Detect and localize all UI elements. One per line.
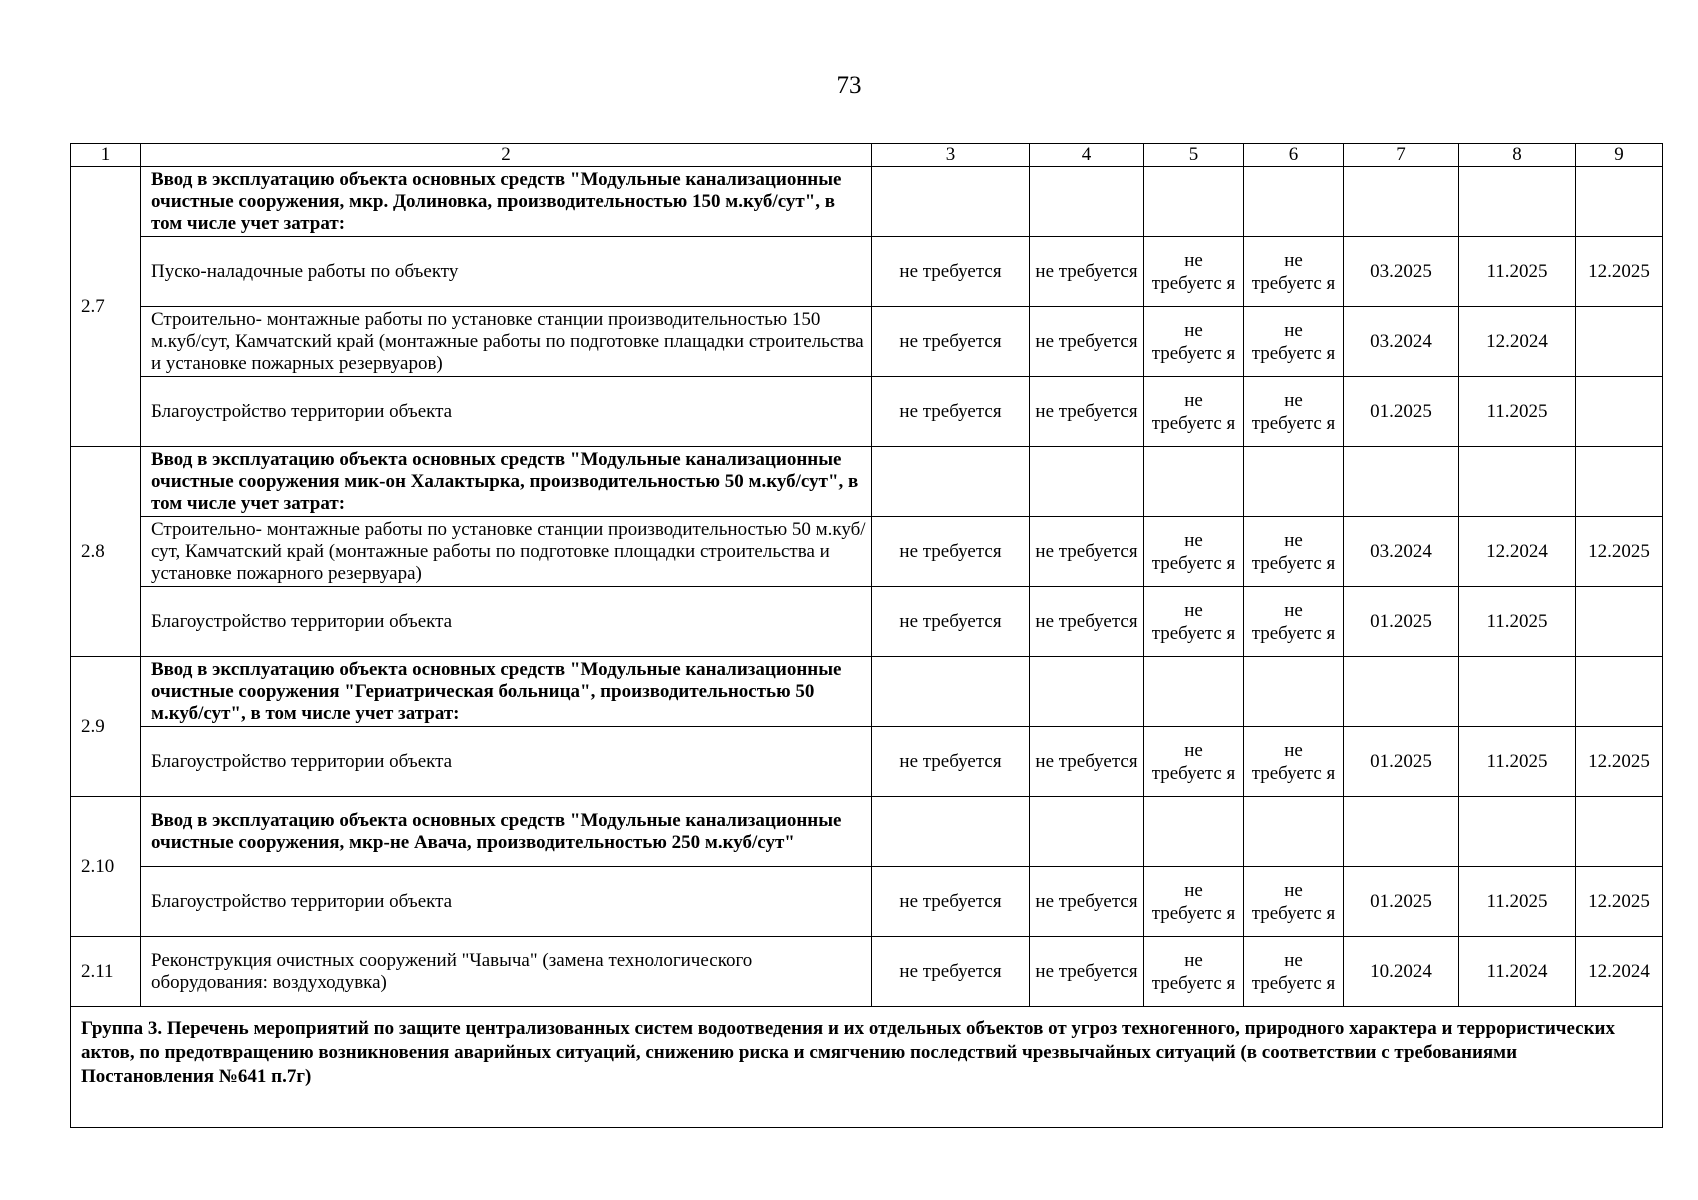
col6-value: не требуетс я bbox=[1244, 937, 1344, 1007]
section-number: 2.11 bbox=[71, 937, 141, 1007]
col8-value: 12.2024 bbox=[1459, 517, 1576, 587]
col4-value: не требуется bbox=[1030, 307, 1144, 377]
col8-value: 11.2025 bbox=[1459, 587, 1576, 657]
col3-value: не требуется bbox=[872, 937, 1030, 1007]
item-name: Благоустройство территории объекта bbox=[141, 867, 872, 937]
col4-value: не требуется bbox=[1030, 727, 1144, 797]
table-row bbox=[71, 517, 1663, 587]
col3-value: не требуется bbox=[872, 517, 1030, 587]
col9-value: 12.2024 bbox=[1576, 937, 1663, 1007]
col9-value: 12.2025 bbox=[1576, 867, 1663, 937]
empty-cell bbox=[1144, 797, 1244, 867]
column-number-row bbox=[71, 144, 1663, 167]
empty-cell bbox=[1576, 167, 1663, 237]
col9-value: 12.2025 bbox=[1576, 727, 1663, 797]
col8-value: 11.2024 bbox=[1459, 937, 1576, 1007]
col8-value: 12.2024 bbox=[1459, 307, 1576, 377]
col7-value: 01.2025 bbox=[1344, 587, 1459, 657]
empty-cell bbox=[1344, 447, 1459, 517]
col8-value: 11.2025 bbox=[1459, 237, 1576, 307]
item-name: Благоустройство территории объекта bbox=[141, 587, 872, 657]
table-row bbox=[71, 237, 1663, 307]
empty-cell bbox=[1244, 797, 1344, 867]
page-number: 73 bbox=[836, 72, 862, 99]
col4-value: не требуется bbox=[1030, 237, 1144, 307]
table-row bbox=[71, 867, 1663, 937]
empty-cell bbox=[1030, 657, 1144, 727]
empty-cell bbox=[1144, 657, 1244, 727]
col4-value: не требуется bbox=[1030, 867, 1144, 937]
item-name: Реконструкция очистных сооружений "Чавыча" (замена технологического оборудования: воздуходувка) bbox=[141, 937, 872, 1007]
col7-value: 01.2025 bbox=[1344, 377, 1459, 447]
col5-value: не требуетс я bbox=[1144, 377, 1244, 447]
empty-cell bbox=[1244, 447, 1344, 517]
empty-cell bbox=[872, 657, 1030, 727]
item-name: Строительно- монтажные работы по установке станции производительностью 50 м.куб/сут, Камчатский край (монтажные работы по подготовке площадки строительства и установке пожарного резервуара) bbox=[141, 517, 872, 587]
empty-cell bbox=[1144, 167, 1244, 237]
col6-value: не требуетс я bbox=[1244, 727, 1344, 797]
item-name: Строительно- монтажные работы по установке станции производительностью 150 м.куб/сут, Камчатский край (монтажные работы по подготовке плащадки строительства и установке пожарных резервуаров) bbox=[141, 307, 872, 377]
col6-value: не требуетс я bbox=[1244, 587, 1344, 657]
empty-cell bbox=[1576, 447, 1663, 517]
col3-value: не требуется bbox=[872, 587, 1030, 657]
col9-value: 12.2025 bbox=[1576, 237, 1663, 307]
column-number: 1 bbox=[71, 144, 141, 167]
empty-cell bbox=[1144, 447, 1244, 517]
col4-value: не требуется bbox=[1030, 587, 1144, 657]
col7-value: 01.2025 bbox=[1344, 727, 1459, 797]
col6-value: не требуетс я bbox=[1244, 377, 1344, 447]
column-number: 6 bbox=[1244, 144, 1344, 167]
section-number: 2.7 bbox=[71, 167, 141, 447]
column-number: 4 bbox=[1030, 144, 1144, 167]
col6-value: не требуетс я bbox=[1244, 237, 1344, 307]
table-row bbox=[71, 727, 1663, 797]
section-title: Ввод в эксплуатацию объекта основных средств "Модульные канализационные очистные сооружения, мкр-не Авача, производительностью 250 м.куб/сут" bbox=[141, 797, 872, 867]
measures-table bbox=[70, 143, 1663, 1128]
section-title-row bbox=[71, 657, 1663, 727]
empty-cell bbox=[1344, 797, 1459, 867]
col7-value: 03.2025 bbox=[1344, 237, 1459, 307]
empty-cell bbox=[1344, 167, 1459, 237]
section-number: 2.8 bbox=[71, 447, 141, 657]
col5-value: не требуетс я bbox=[1144, 517, 1244, 587]
column-number: 7 bbox=[1344, 144, 1459, 167]
col5-value: не требуетс я bbox=[1144, 727, 1244, 797]
item-name: Благоустройство территории объекта bbox=[141, 727, 872, 797]
empty-cell bbox=[1459, 797, 1576, 867]
col8-value: 11.2025 bbox=[1459, 377, 1576, 447]
col3-value: не требуется bbox=[872, 867, 1030, 937]
group-heading-row bbox=[71, 1007, 1663, 1128]
col5-value: не требуетс я bbox=[1144, 937, 1244, 1007]
col9-value: 12.2025 bbox=[1576, 517, 1663, 587]
column-number: 8 bbox=[1459, 144, 1576, 167]
col3-value: не требуется bbox=[872, 307, 1030, 377]
col7-value: 03.2024 bbox=[1344, 307, 1459, 377]
empty-cell bbox=[1576, 797, 1663, 867]
col6-value: не требуетс я bbox=[1244, 867, 1344, 937]
col9-value bbox=[1576, 587, 1663, 657]
empty-cell bbox=[872, 447, 1030, 517]
empty-cell bbox=[1459, 657, 1576, 727]
table-row bbox=[71, 377, 1663, 447]
col3-value: не требуется bbox=[872, 727, 1030, 797]
section-title-row bbox=[71, 167, 1663, 237]
item-name: Пуско-наладочные работы по объекту bbox=[141, 237, 872, 307]
section-title: Ввод в эксплуатацию объекта основных средств "Модульные канализационные очистные сооружения мик-он Халактырка, производительностью 50 м.куб/сут", в том числе учет затрат: bbox=[141, 447, 872, 517]
col7-value: 10.2024 bbox=[1344, 937, 1459, 1007]
col6-value: не требуетс я bbox=[1244, 307, 1344, 377]
col5-value: не требуетс я bbox=[1144, 867, 1244, 937]
col6-value: не требуетс я bbox=[1244, 517, 1344, 587]
column-number: 9 bbox=[1576, 144, 1663, 167]
col5-value: не требуетс я bbox=[1144, 307, 1244, 377]
empty-cell bbox=[1030, 167, 1144, 237]
empty-cell bbox=[1244, 167, 1344, 237]
table-row bbox=[71, 587, 1663, 657]
col7-value: 01.2025 bbox=[1344, 867, 1459, 937]
table-row bbox=[71, 937, 1663, 1007]
empty-cell bbox=[1459, 167, 1576, 237]
empty-cell bbox=[1344, 657, 1459, 727]
col4-value: не требуется bbox=[1030, 937, 1144, 1007]
section-title-row bbox=[71, 447, 1663, 517]
item-name: Благоустройство территории объекта bbox=[141, 377, 872, 447]
section-number: 2.10 bbox=[71, 797, 141, 937]
empty-cell bbox=[1459, 447, 1576, 517]
column-number: 5 bbox=[1144, 144, 1244, 167]
empty-cell bbox=[1030, 797, 1144, 867]
col8-value: 11.2025 bbox=[1459, 727, 1576, 797]
col5-value: не требуетс я bbox=[1144, 587, 1244, 657]
col9-value bbox=[1576, 307, 1663, 377]
table-body bbox=[71, 144, 1663, 1128]
col3-value: не требуется bbox=[872, 237, 1030, 307]
col7-value: 03.2024 bbox=[1344, 517, 1459, 587]
empty-cell bbox=[1030, 447, 1144, 517]
section-title: Ввод в эксплуатацию объекта основных средств "Модульные канализационные очистные сооружения, мкр. Долиновка, производительностью 150 м.куб/сут", в том числе учет затрат: bbox=[141, 167, 872, 237]
col5-value: не требуетс я bbox=[1144, 237, 1244, 307]
empty-cell bbox=[1244, 657, 1344, 727]
col4-value: не требуется bbox=[1030, 377, 1144, 447]
empty-cell bbox=[872, 797, 1030, 867]
col3-value: не требуется bbox=[872, 377, 1030, 447]
section-number: 2.9 bbox=[71, 657, 141, 797]
empty-cell bbox=[872, 167, 1030, 237]
col8-value: 11.2025 bbox=[1459, 867, 1576, 937]
group-3-title: Группа 3. Перечень мероприятий по защите централизованных систем водоотведения и их отдельных объектов от угроз техногенного, природного характера и террористических актов, по предотвращению возникновения аварийных ситуаций, снижению риска и смягчению последствий чрезвычайных ситуаций (в соответствии с требованиями Постановления №641 п.7г) bbox=[71, 1007, 1663, 1128]
col4-value: не требуется bbox=[1030, 517, 1144, 587]
column-number: 2 bbox=[141, 144, 872, 167]
section-title-row bbox=[71, 797, 1663, 867]
section-title: Ввод в эксплуатацию объекта основных средств "Модульные канализационные очистные сооружения "Гериатрическая больница", производительностью 50 м.куб/сут", в том числе учет затрат: bbox=[141, 657, 872, 727]
column-number: 3 bbox=[872, 144, 1030, 167]
empty-cell bbox=[1576, 657, 1663, 727]
col9-value bbox=[1576, 377, 1663, 447]
table-row bbox=[71, 307, 1663, 377]
